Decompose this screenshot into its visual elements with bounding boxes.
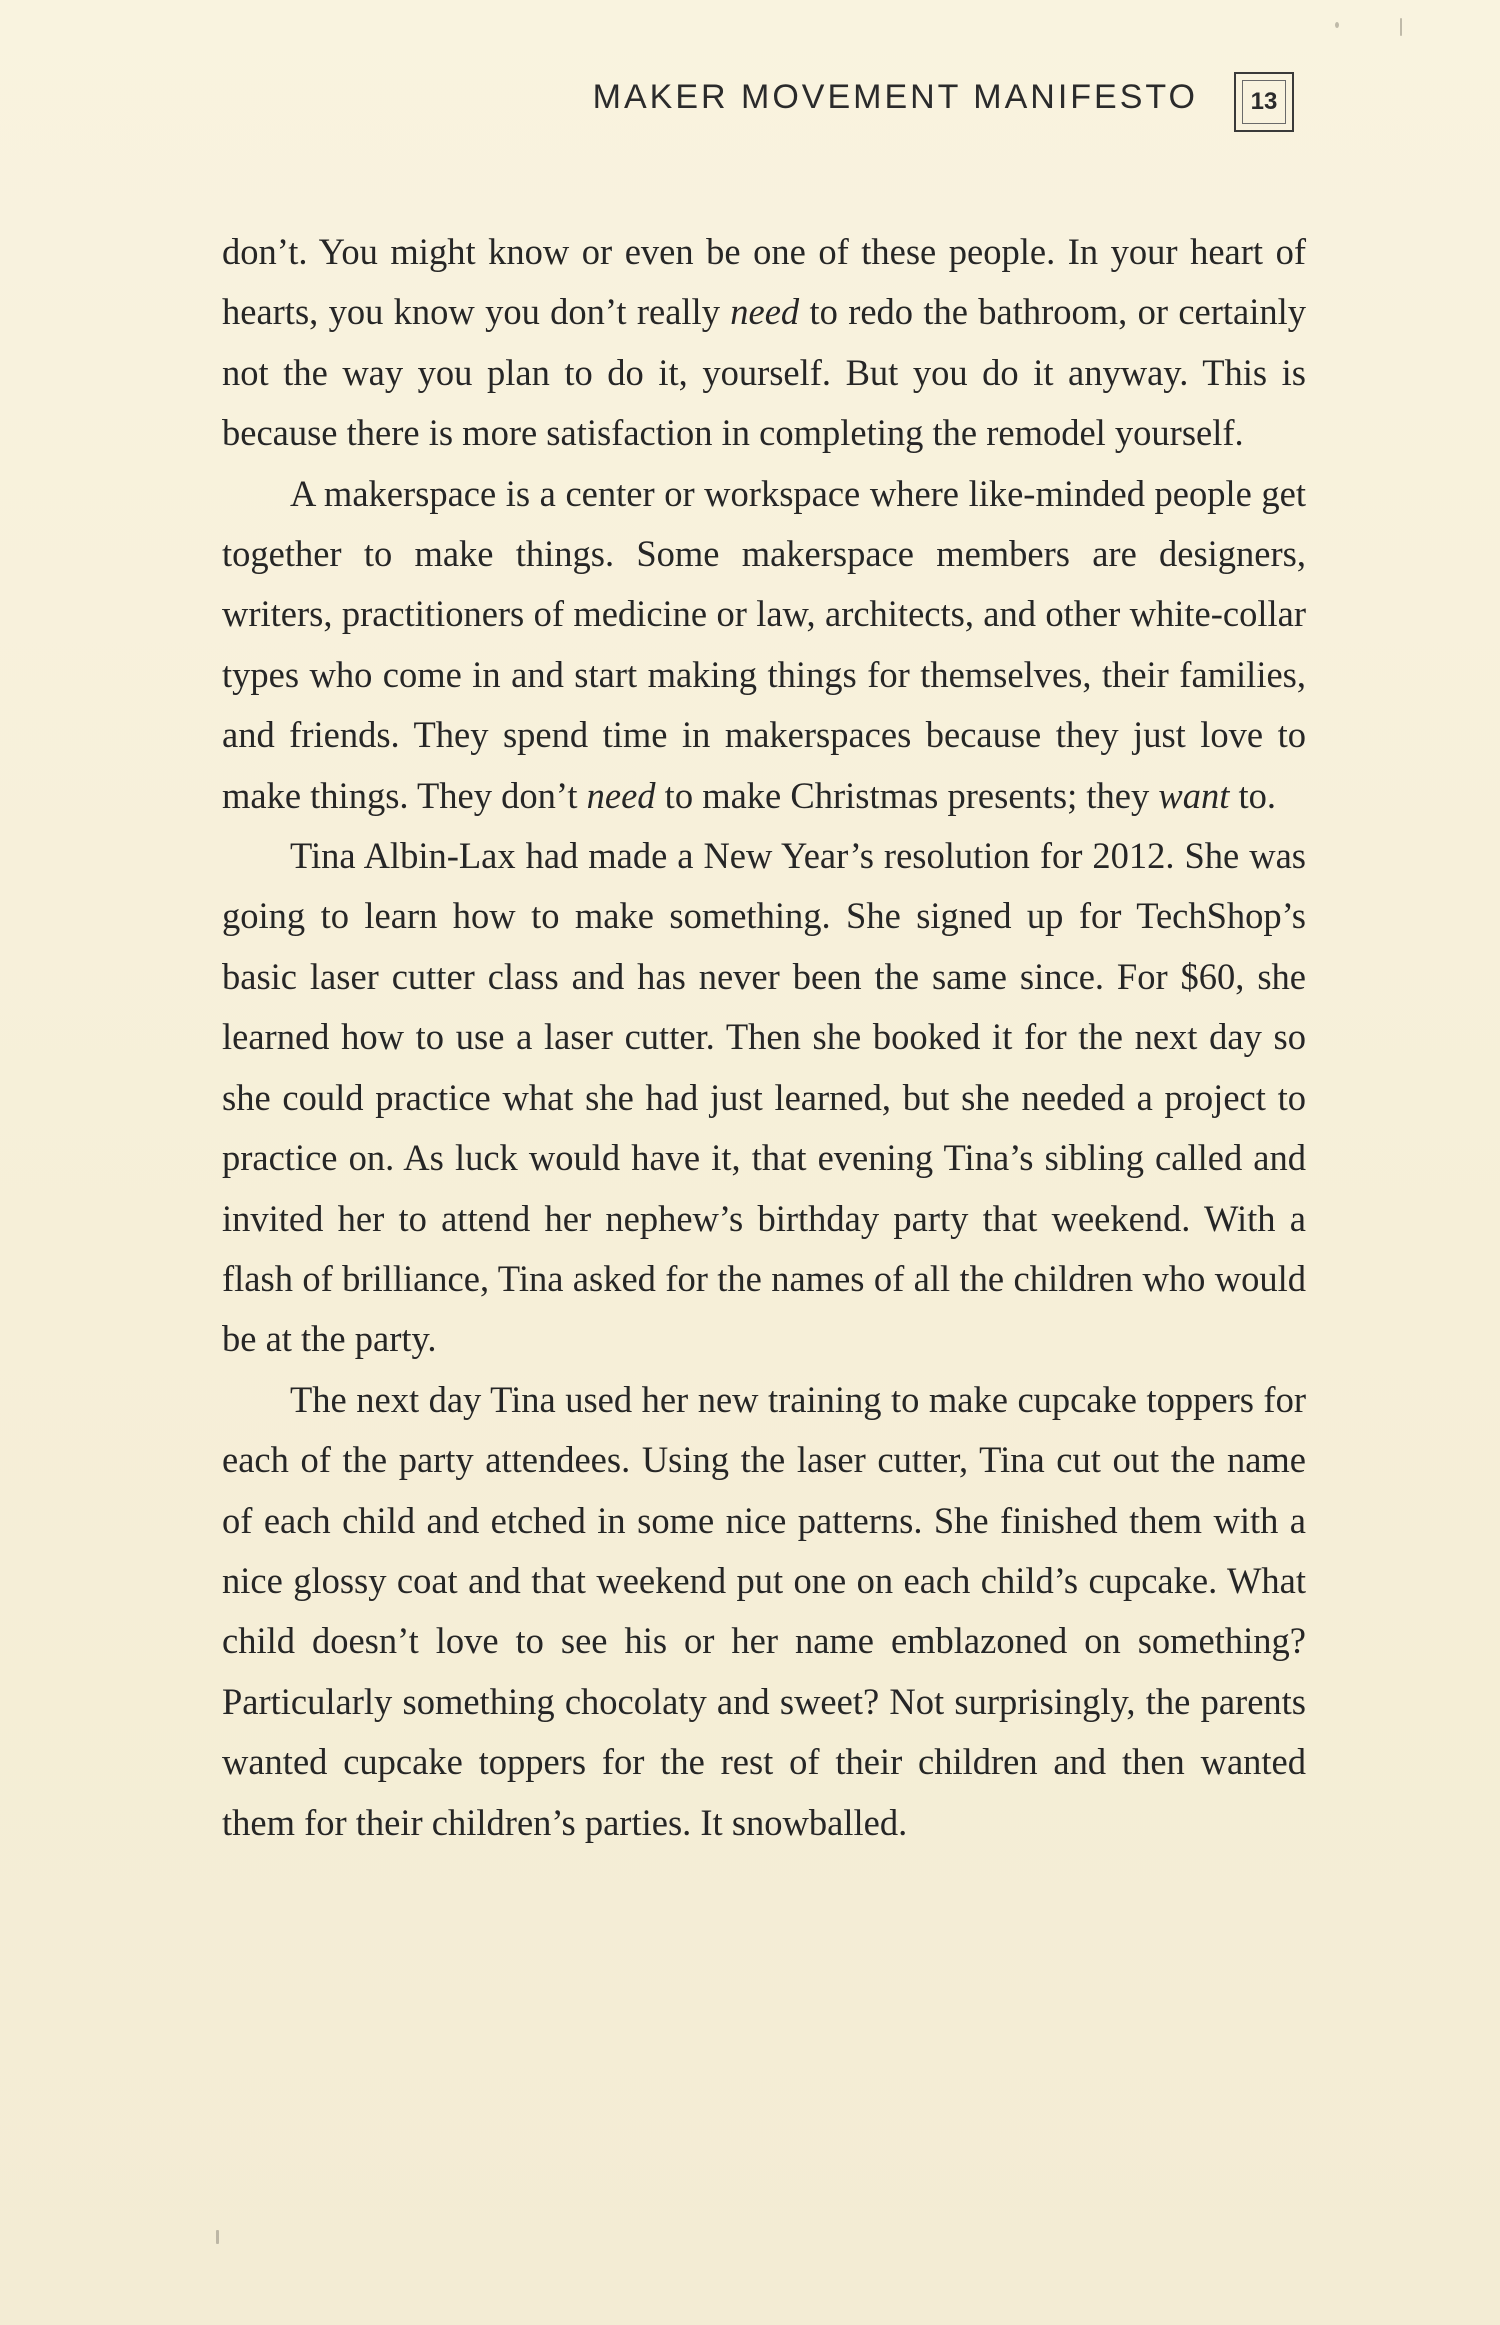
text-run: A makerspace is a center or workspace where like-minded people get together to make things. Some makerspace members are designers, writers, practitioners of medicine or law, architects, and other white-collar types who come in and start making things for themselves, their families, and friends. They spend time in makerspaces because they just love to make things. They don’t <box>222 472 1306 816</box>
text-run: to make Christmas presents; they <box>655 774 1159 816</box>
italic-emphasis: need <box>586 774 656 816</box>
page-number-box <box>1234 72 1294 132</box>
running-header <box>0 72 1500 132</box>
paragraph <box>222 1370 1306 1853</box>
italic-emphasis: want <box>1158 774 1230 816</box>
text-run: The next day Tina used her new training to make cupcake toppers for each of the party attendees. Using the laser cutter, Tina cut out the name of each child and etched in some nice patterns. She finished them with a nice glossy coat and that weekend put one on each child’s cupcake. What child doesn’t love to see his or her name emblazoned on something? Particularly something chocolaty and sweet? Not surprisingly, the parents wanted cupcake toppers for the rest of their children and then wanted them for their children’s parties. It snowballed. <box>222 1378 1306 1843</box>
scan-speck <box>216 2230 219 2244</box>
text-run: Tina Albin-Lax had made a New Year’s resolution for 2012. She was going to learn how to make something. She signed up for TechShop’s basic laser cutter class and has never been the same since. For $60, she learned how to use a laser cutter. Then she booked it for the next day so she could practice what she had just learned, but she needed a project to practice on. As luck would have it, that evening Tina’s sibling called and invited her to attend her nephew’s birthday party that weekend. With a flash of brilliance, Tina asked for the names of all the children who would be at the party. <box>222 835 1306 1360</box>
scan-speck <box>1400 18 1402 36</box>
page-number: 13 <box>1242 80 1286 124</box>
italic-emphasis: need <box>730 291 800 333</box>
paragraph <box>222 464 1306 826</box>
running-title: MAKER MOVEMENT MANIFESTO <box>592 78 1198 116</box>
text-run: don’t. You might know or even be one of these people. In your heart of hearts, you know you don’t really <box>222 231 1306 333</box>
text-run: to redo the bathroom, or certainly not the way you plan to do it, yourself. But you do it anyway. This is because there is more satisfaction in completing the remodel yourself. <box>222 291 1307 454</box>
scan-speck <box>1335 22 1339 28</box>
paragraph <box>222 222 1306 464</box>
text-run: to. <box>1229 774 1277 816</box>
body-text <box>222 222 1306 1853</box>
paragraph <box>222 826 1306 1370</box>
